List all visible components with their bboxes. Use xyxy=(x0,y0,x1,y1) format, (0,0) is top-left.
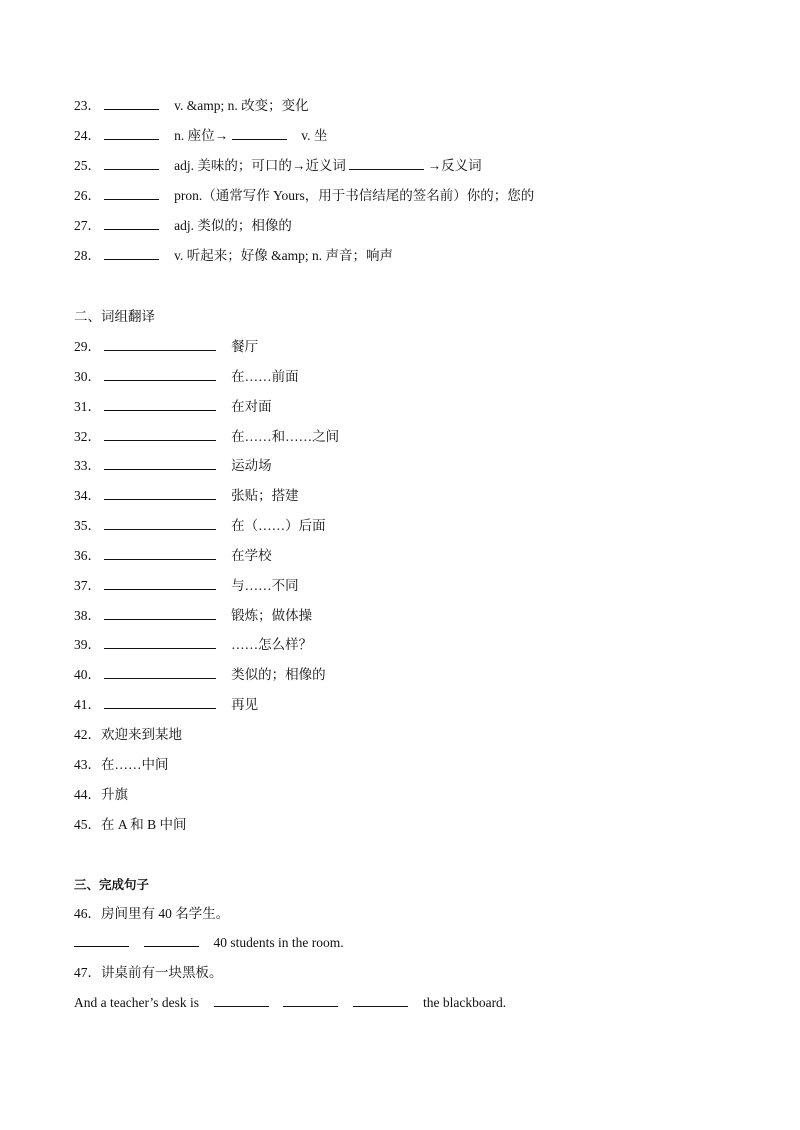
item-30: 30． 在……前面 xyxy=(74,369,299,384)
item-41: 41． 再见 xyxy=(74,697,259,712)
answer-blank[interactable] xyxy=(104,517,216,530)
item-42: 42．欢迎来到某地 xyxy=(74,727,182,742)
answer-blank[interactable] xyxy=(104,577,216,590)
answer-blank[interactable] xyxy=(104,127,159,140)
section-heading-phrase-translation: 二、词组翻译 xyxy=(74,309,155,324)
item-47-answer-line: And a teacher’s desk is the blackboard. xyxy=(74,995,507,1010)
item-47-prompt: 47．讲桌前有一块黑板。 xyxy=(74,965,223,980)
item-23: 23． v. &amp; n. 改变；变化 xyxy=(74,98,309,113)
answer-blank[interactable] xyxy=(104,457,216,470)
answer-blank[interactable] xyxy=(104,696,216,709)
answer-blank[interactable] xyxy=(104,547,216,560)
item-26: 26． pron.（通常写作 Yours，用于书信结尾的签名前）你的；您的 xyxy=(74,188,535,203)
item-28: 28． v. 听起来；好像 &amp; n. 声音；响声 xyxy=(74,248,393,263)
item-31: 31． 在对面 xyxy=(74,399,272,414)
answer-blank[interactable] xyxy=(104,338,216,351)
answer-blank[interactable] xyxy=(104,97,159,110)
item-38: 38． 锻炼；做体操 xyxy=(74,608,313,623)
item-44: 44．升旗 xyxy=(74,787,128,802)
answer-blank[interactable] xyxy=(104,398,216,411)
item-43: 43．在……中间 xyxy=(74,757,169,772)
item-46-answer-line: 40 students in the room. xyxy=(74,933,344,953)
item-32: 32． 在……和……之间 xyxy=(74,429,340,444)
item-29: 29． 餐厅 xyxy=(74,339,259,354)
section-heading-complete-sentences: 三、完成句子 xyxy=(74,877,150,892)
answer-blank[interactable] xyxy=(104,666,216,679)
answer-blank[interactable] xyxy=(104,636,216,649)
answer-blank[interactable] xyxy=(353,994,408,1007)
answer-blank[interactable] xyxy=(214,994,269,1007)
item-35: 35． 在（……）后面 xyxy=(74,518,326,533)
answer-blank[interactable] xyxy=(104,368,216,381)
item-25: 25． adj. 美味的；可口的→近义词 →反义词 xyxy=(74,158,482,173)
answer-blank[interactable] xyxy=(283,994,338,1007)
item-45: 45．在 A 和 B 中间 xyxy=(74,817,187,832)
item-39: 39． ……怎么样？ xyxy=(74,637,313,652)
answer-blank[interactable] xyxy=(104,607,216,620)
item-37: 37． 与……不同 xyxy=(74,578,299,593)
answer-blank[interactable] xyxy=(232,127,287,140)
answer-blank[interactable] xyxy=(104,428,216,441)
answer-blank[interactable] xyxy=(104,187,159,200)
item-33: 33． 运动场 xyxy=(74,458,272,473)
answer-blank[interactable] xyxy=(144,934,199,947)
answer-blank[interactable] xyxy=(104,217,159,230)
item-40: 40． 类似的；相像的 xyxy=(74,667,326,682)
answer-blank[interactable] xyxy=(74,934,129,947)
item-34: 34． 张贴；搭建 xyxy=(74,488,299,503)
item-24: 24． n. 座位→ v. 坐 xyxy=(74,128,328,143)
answer-blank[interactable] xyxy=(104,247,159,260)
answer-blank[interactable] xyxy=(104,487,216,500)
item-27: 27． adj. 类似的；相像的 xyxy=(74,218,292,233)
item-46-prompt: 46．房间里有 40 名学生。 xyxy=(74,906,230,921)
answer-blank[interactable] xyxy=(104,157,159,170)
answer-blank[interactable] xyxy=(349,157,424,170)
item-36: 36． 在学校 xyxy=(74,548,272,563)
